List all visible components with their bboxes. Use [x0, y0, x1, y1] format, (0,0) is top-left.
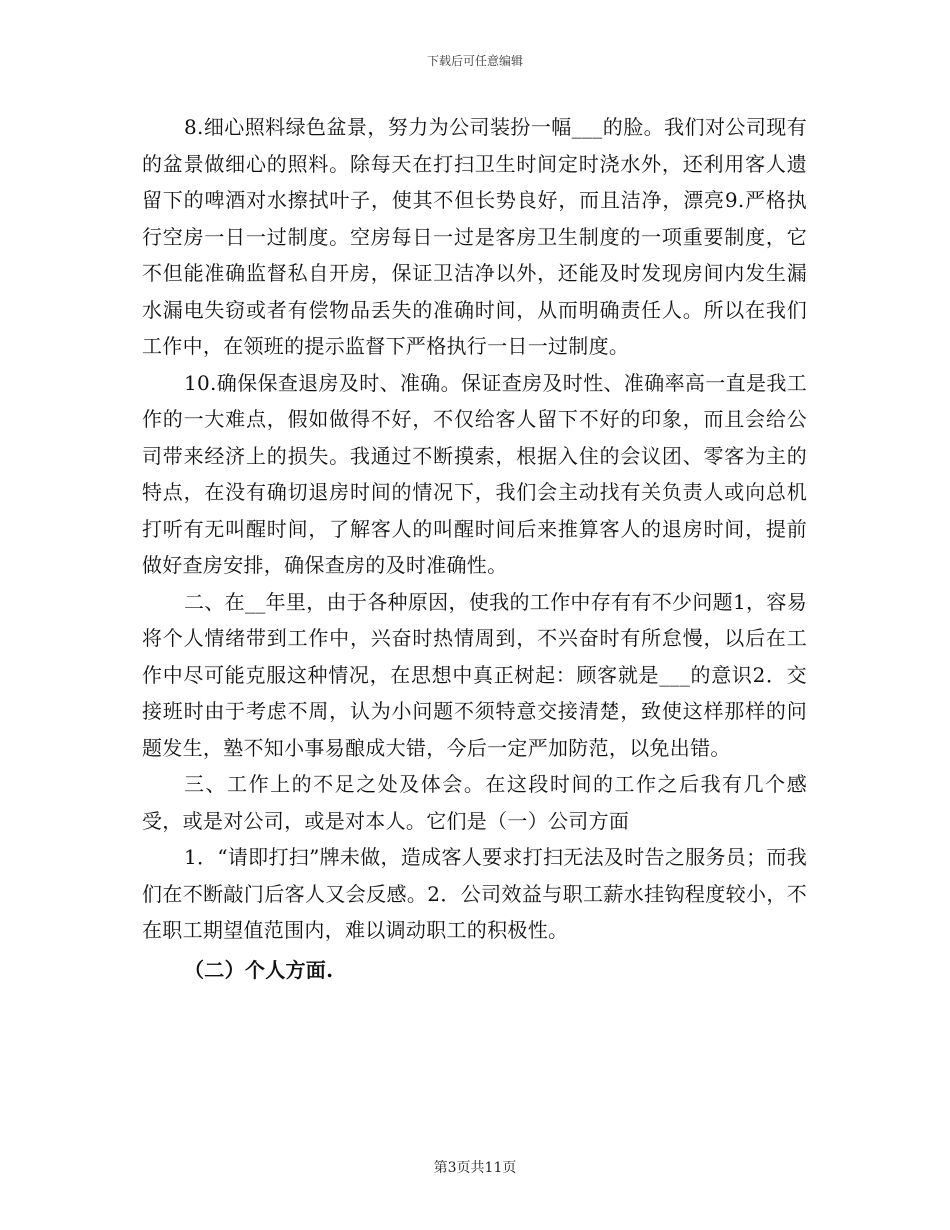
paragraph: 1．“请即打扫”牌未做，造成客人要求打扫无法及时告之服务员；而我们在不断敲门后客人又会反感。2．公司效益与职工薪水挂钩程度较小，不在职工期望值范围内，难以调动职工的积极性。	[142, 845, 807, 942]
paragraph: 8.细心照料绿色盆景，努力为公司装扮一幅___的脸。我们对公司现有的盆景做细心的照料。除每天在打扫卫生时间定时浇水外，还利用客人遗留下的啤酒对水擦拭叶子，使其不但长势良好，而且洁净，漂亮9.严格执行空房一日一过制度。空房每日一过是客房卫生制度的一项重要制度，它不但能准确监督私自开房，保证卫洁净以外，还能及时发现房间内发生漏水漏电失窃或者有偿物品丢失的准确时间，从而明确责任人。所以在我们工作中，在领班的提示监督下严格执行一日一过制度。	[142, 115, 807, 358]
page-header: 下载后可任意编辑	[426, 54, 523, 68]
document-body	[142, 109, 807, 988]
paragraph: 10.确保保查退房及时、准确。保证查房及时性、准确率高一直是我工作的一大难点，假如做得不好，不仅给客人留下不好的印象，而且会给公司带来经济上的损失。我通过不断摸索，根据入住的会议团、零客为主的特点，在没有确切退房时间的情况下，我们会主动找有关负责人或向总机打听有无叫醒时间，了解客人的叫醒时间后来推算客人的退房时间，提前做好查房安排，确保查房的及时准确性。	[142, 370, 807, 577]
page-footer: 第3页共11页	[433, 1160, 517, 1176]
section-heading: （二）个人方面.	[184, 957, 334, 982]
paragraph: 二、在__年里，由于各种原因，使我的工作中存有有不少问题1，容易将个人情绪带到工作中，兴奋时热情周到，不兴奋时有所怠慢，以后在工作中尽可能克服这种情况，在思想中真正树起：顾客就是___的意识2．交接班时由于考虑不周，认为小问题不须特意交接清楚，致使这样那样的问题发生，塾不知小事易酿成大错，今后一定严加防范，以免出错。	[142, 589, 807, 760]
paragraph: 三、工作上的不足之处及体会。在这段时间的工作之后我有几个感受，或是对公司，或是对本人。它们是（一）公司方面	[142, 772, 807, 833]
